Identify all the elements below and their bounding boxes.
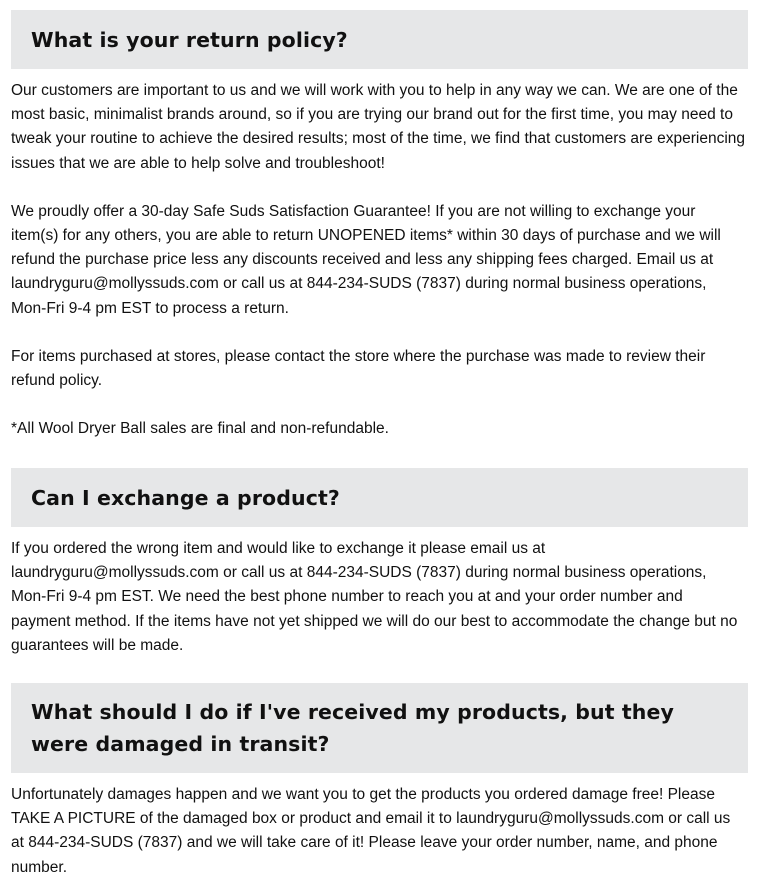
faq-section-damaged-in-transit xyxy=(11,683,748,880)
faq-question-header xyxy=(11,468,748,527)
faq-question-header xyxy=(11,683,748,773)
faq-section-exchange xyxy=(11,468,748,658)
faq-answer-paragraph: For items purchased at stores, please contact the store where the purchase was made to review their refund policy. xyxy=(11,347,706,390)
faq-question-title: Can I exchange a product? xyxy=(31,485,340,510)
faq-section-return-policy xyxy=(11,10,748,441)
faq-question-title: What is your return policy? xyxy=(31,27,348,52)
faq-answer xyxy=(11,773,748,880)
faq-answer-paragraph: We proudly offer a 30-day Safe Suds Satisfaction Guarantee! If you are not willing to exchange your item(s) for any others, you are able to return UNOPENED items* within 30 days of purchase and we will refund the purchase price less any discounts received and less any shipping fees charged. Email us at laundryguru@mollyssuds.com or call us at 844-234-SUDS (7837) during normal business operations, Mon-Fri 9-4 pm EST to process a return. xyxy=(11,202,721,317)
faq-answer-paragraph: Our customers are important to us and we will work with you to help in any way we can. We are one of the most basic, minimalist brands around, so if you are trying our brand out for the first time, you may need to tweak your routine to achieve the desired results; most of the time, we find that customers are experiencing issues that we are able to help solve and troubleshoot! xyxy=(11,82,746,172)
faq-answer xyxy=(11,527,748,658)
faq-question-title: What should I do if I've received my products, but they were damaged in transit? xyxy=(31,700,674,756)
faq-answer-paragraph: If you ordered the wrong item and would like to exchange it please email us at laundryguru@mollyssuds.com or call us at 844-234-SUDS (7837) during normal business operations, Mon-Fri 9-4 pm EST. We need the best phone number to reach you at and your order number and payment method. If the items have not yet shipped we will do our best to accommodate the change but no guarantees will be made. xyxy=(11,540,738,654)
faq-answer xyxy=(11,69,748,441)
faq-answer-paragraph: Unfortunately damages happen and we want you to get the products you ordered damage free! Please TAKE A PICTURE of the damaged box or product and email it to laundryguru@mollyssuds.com or call us at 844-234-SUDS (7837) and we will take care of it! Please leave your order number, name, and phone number. xyxy=(11,786,731,876)
faq-question-header xyxy=(11,10,748,69)
faq-answer-paragraph: *All Wool Dryer Ball sales are final and non-refundable. xyxy=(11,420,389,438)
